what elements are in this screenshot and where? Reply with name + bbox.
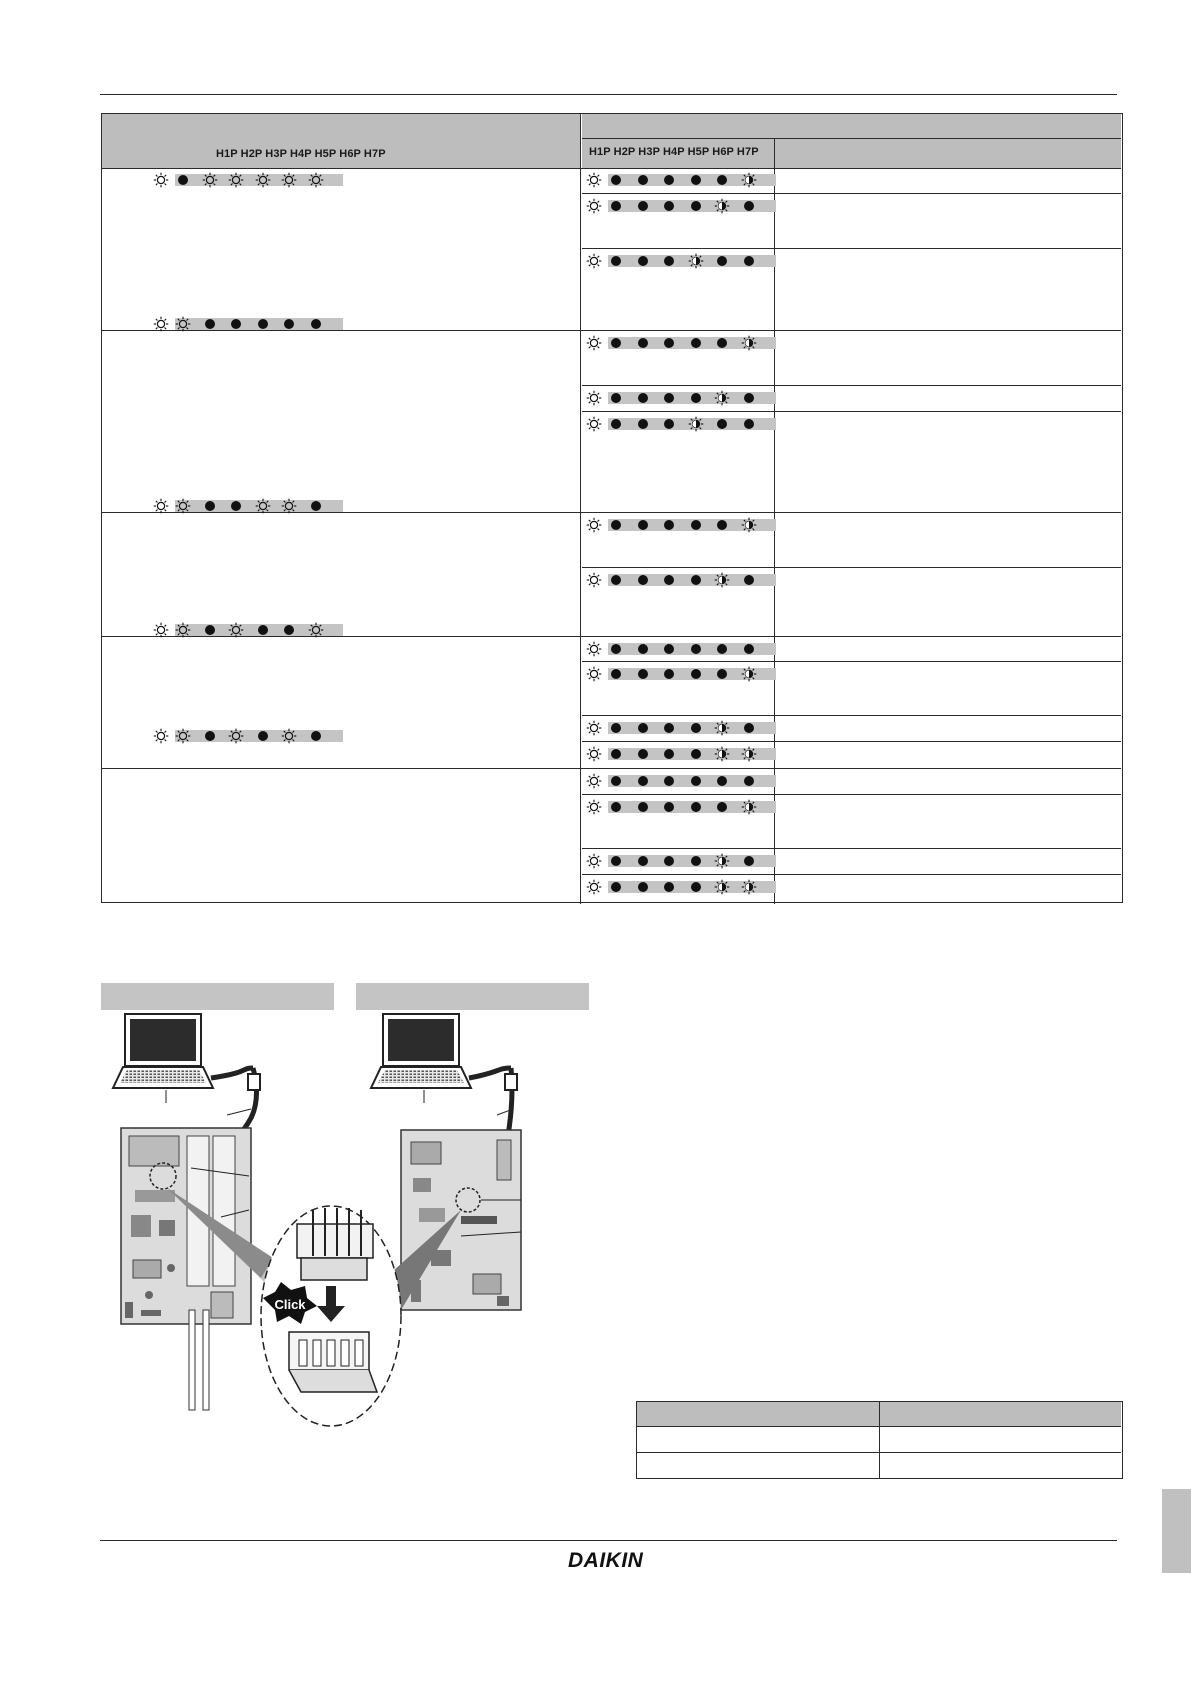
led-on-icon <box>586 416 602 432</box>
led-off-icon <box>608 773 624 789</box>
led-off-icon <box>714 253 730 269</box>
left-led-row <box>153 622 345 638</box>
led-off-icon <box>661 853 677 869</box>
figure-right-tab <box>356 983 589 1010</box>
laptop-left-icon <box>113 1014 213 1103</box>
row-separator <box>582 715 1121 716</box>
led-on-icon <box>281 728 297 744</box>
led-off-icon <box>688 853 704 869</box>
led-on-icon <box>228 622 244 638</box>
usb-connector-right <box>505 1074 517 1090</box>
led-off-icon <box>635 666 651 682</box>
led-off-icon <box>741 853 757 869</box>
right-led-row <box>586 572 778 588</box>
row-separator <box>582 411 1121 412</box>
right-header-band <box>582 114 1121 168</box>
led-off-icon <box>688 720 704 736</box>
led-off-icon <box>661 773 677 789</box>
led-off-icon <box>255 728 271 744</box>
led-on-icon <box>281 172 297 188</box>
row-separator <box>582 385 1121 386</box>
row-separator <box>582 248 1121 249</box>
led-on-icon <box>281 498 297 514</box>
led-on-icon <box>153 498 169 514</box>
led-off-icon <box>661 390 677 406</box>
led-on-icon <box>175 728 191 744</box>
led-off-icon <box>202 498 218 514</box>
led-on-icon <box>308 622 324 638</box>
led-off-icon <box>608 799 624 815</box>
row-separator <box>582 661 1121 662</box>
led-off-icon <box>714 172 730 188</box>
led-on-icon <box>153 622 169 638</box>
row-separator <box>582 567 1121 568</box>
led-on-icon <box>202 172 218 188</box>
led-blinking-icon <box>688 416 704 432</box>
right-led-row <box>586 799 778 815</box>
left-led-row <box>153 728 345 744</box>
led-off-icon <box>661 517 677 533</box>
led-off-icon <box>635 746 651 762</box>
led-on-icon <box>586 799 602 815</box>
led-off-icon <box>661 799 677 815</box>
top-rule <box>100 94 1117 95</box>
small-table <box>636 1401 1123 1479</box>
row-separator <box>582 768 1121 769</box>
led-off-icon <box>661 572 677 588</box>
led-off-icon <box>661 746 677 762</box>
led-off-icon <box>661 253 677 269</box>
led-off-icon <box>202 622 218 638</box>
right-led-row <box>586 666 778 682</box>
led-off-icon <box>688 799 704 815</box>
bottom-rule <box>100 1540 1117 1541</box>
right-led-row <box>586 879 778 895</box>
led-off-icon <box>688 198 704 214</box>
led-off-icon <box>714 773 730 789</box>
led-off-icon <box>714 666 730 682</box>
led-off-icon <box>741 198 757 214</box>
row-separator <box>582 512 1121 513</box>
right-led-row <box>586 390 778 406</box>
led-blinking-icon <box>741 746 757 762</box>
led-off-icon <box>635 416 651 432</box>
led-off-icon <box>608 416 624 432</box>
led-off-icon <box>635 773 651 789</box>
led-on-icon <box>586 666 602 682</box>
row-separator <box>582 330 1121 331</box>
led-off-icon <box>741 773 757 789</box>
led-on-icon <box>153 316 169 332</box>
led-off-icon <box>741 720 757 736</box>
right-led-row <box>586 172 778 188</box>
led-off-icon <box>741 572 757 588</box>
right-led-row <box>586 746 778 762</box>
led-on-icon <box>586 517 602 533</box>
led-on-icon <box>153 172 169 188</box>
led-off-icon <box>635 879 651 895</box>
right-led-row <box>586 720 778 736</box>
led-on-icon <box>175 316 191 332</box>
led-on-icon <box>255 172 271 188</box>
led-blinking-icon <box>741 666 757 682</box>
led-on-icon <box>153 728 169 744</box>
led-off-icon <box>688 335 704 351</box>
led-blinking-icon <box>714 720 730 736</box>
led-off-icon <box>635 572 651 588</box>
figure-left-tab <box>101 983 334 1010</box>
led-off-icon <box>661 172 677 188</box>
led-on-icon <box>586 335 602 351</box>
led-off-icon <box>635 641 651 657</box>
led-off-icon <box>228 498 244 514</box>
led-blinking-icon <box>714 390 730 406</box>
led-off-icon <box>661 879 677 895</box>
led-off-icon <box>608 720 624 736</box>
pcb-right <box>401 1130 521 1310</box>
led-off-icon <box>688 517 704 533</box>
led-off-icon <box>608 517 624 533</box>
led-on-icon <box>586 198 602 214</box>
main-column-divider <box>580 114 581 904</box>
led-off-icon <box>608 198 624 214</box>
led-off-icon <box>228 316 244 332</box>
led-off-icon <box>688 172 704 188</box>
led-off-icon <box>741 390 757 406</box>
led-off-icon <box>661 641 677 657</box>
led-off-icon <box>635 198 651 214</box>
led-off-icon <box>635 517 651 533</box>
led-on-icon <box>586 853 602 869</box>
led-on-icon <box>308 172 324 188</box>
led-blinking-icon <box>714 746 730 762</box>
led-off-icon <box>608 172 624 188</box>
right-led-row <box>586 335 778 351</box>
led-off-icon <box>608 746 624 762</box>
row-separator <box>582 741 1121 742</box>
led-off-icon <box>688 666 704 682</box>
led-on-icon <box>255 498 271 514</box>
led-on-icon <box>586 879 602 895</box>
service-connection-illustration <box>101 1010 591 1430</box>
led-off-icon <box>635 335 651 351</box>
led-blinking-icon <box>741 172 757 188</box>
led-off-icon <box>308 728 324 744</box>
led-off-icon <box>255 622 271 638</box>
row-separator <box>582 636 1121 637</box>
led-blinking-icon <box>688 253 704 269</box>
right-led-row <box>586 773 778 789</box>
led-on-icon <box>586 746 602 762</box>
group-separator <box>102 768 582 769</box>
led-blinking-icon <box>714 879 730 895</box>
led-off-icon <box>608 335 624 351</box>
led-on-icon <box>586 773 602 789</box>
connection-drawing <box>101 1010 591 1430</box>
right-led-row <box>586 517 778 533</box>
led-off-icon <box>608 666 624 682</box>
right-led-row <box>586 641 778 657</box>
led-off-icon <box>608 572 624 588</box>
led-blinking-icon <box>741 517 757 533</box>
led-off-icon <box>175 172 191 188</box>
led-off-icon <box>661 720 677 736</box>
led-on-icon <box>586 390 602 406</box>
pcb-left <box>121 1128 251 1410</box>
led-off-icon <box>741 641 757 657</box>
led-off-icon <box>635 253 651 269</box>
led-off-icon <box>688 879 704 895</box>
led-off-icon <box>608 253 624 269</box>
led-off-icon <box>635 799 651 815</box>
row-separator <box>582 794 1121 795</box>
led-off-icon <box>635 853 651 869</box>
click-label: Click <box>274 1297 306 1312</box>
led-off-icon <box>608 853 624 869</box>
led-blinking-icon <box>714 572 730 588</box>
led-status-table <box>101 113 1123 903</box>
led-off-icon <box>308 498 324 514</box>
row-separator <box>582 193 1121 194</box>
led-off-icon <box>281 622 297 638</box>
led-off-icon <box>635 172 651 188</box>
right-led-row <box>586 253 778 269</box>
led-off-icon <box>308 316 324 332</box>
led-blinking-icon <box>741 335 757 351</box>
led-off-icon <box>688 746 704 762</box>
led-off-icon <box>688 641 704 657</box>
led-on-icon <box>175 622 191 638</box>
header-split-line <box>582 138 1121 139</box>
header-subcolumn-divider <box>774 138 775 168</box>
led-off-icon <box>661 416 677 432</box>
led-blinking-icon <box>741 799 757 815</box>
led-off-icon <box>714 799 730 815</box>
laptop-right-icon <box>371 1014 471 1103</box>
small-table-divider <box>879 1402 880 1478</box>
led-off-icon <box>608 641 624 657</box>
row-separator <box>582 848 1121 849</box>
led-on-icon <box>586 641 602 657</box>
led-off-icon <box>608 879 624 895</box>
led-blinking-icon <box>714 198 730 214</box>
led-off-icon <box>741 253 757 269</box>
led-off-icon <box>661 198 677 214</box>
led-on-icon <box>228 172 244 188</box>
row-separator <box>582 874 1121 875</box>
right-led-row <box>586 416 778 432</box>
usb-connector-left <box>248 1074 260 1090</box>
led-off-icon <box>714 641 730 657</box>
led-off-icon <box>608 390 624 406</box>
led-off-icon <box>281 316 297 332</box>
led-on-icon <box>586 253 602 269</box>
led-blinking-icon <box>741 879 757 895</box>
right-led-header: H1P H2P H3P H4P H5P H6P H7P <box>589 146 759 158</box>
led-off-icon <box>688 390 704 406</box>
led-on-icon <box>586 720 602 736</box>
daikin-logo: DAIKIN <box>568 1549 644 1572</box>
led-off-icon <box>255 316 271 332</box>
chapter-side-tab <box>1162 1489 1191 1573</box>
left-led-row <box>153 498 345 514</box>
left-led-row <box>153 316 345 332</box>
led-off-icon <box>635 720 651 736</box>
led-off-icon <box>661 335 677 351</box>
led-on-icon <box>586 172 602 188</box>
led-off-icon <box>661 666 677 682</box>
led-off-icon <box>635 390 651 406</box>
led-on-icon <box>175 498 191 514</box>
led-blinking-icon <box>714 853 730 869</box>
led-off-icon <box>714 517 730 533</box>
right-led-row <box>586 853 778 869</box>
led-on-icon <box>228 728 244 744</box>
led-off-icon <box>714 335 730 351</box>
led-off-icon <box>741 416 757 432</box>
header-bottom-line <box>102 168 1121 169</box>
led-off-icon <box>202 728 218 744</box>
left-led-row <box>153 172 345 188</box>
led-off-icon <box>714 416 730 432</box>
led-on-icon <box>586 572 602 588</box>
led-off-icon <box>202 316 218 332</box>
led-off-icon <box>688 773 704 789</box>
led-off-icon <box>688 572 704 588</box>
right-led-row <box>586 198 778 214</box>
left-led-header: H1P H2P H3P H4P H5P H6P H7P <box>216 148 386 160</box>
